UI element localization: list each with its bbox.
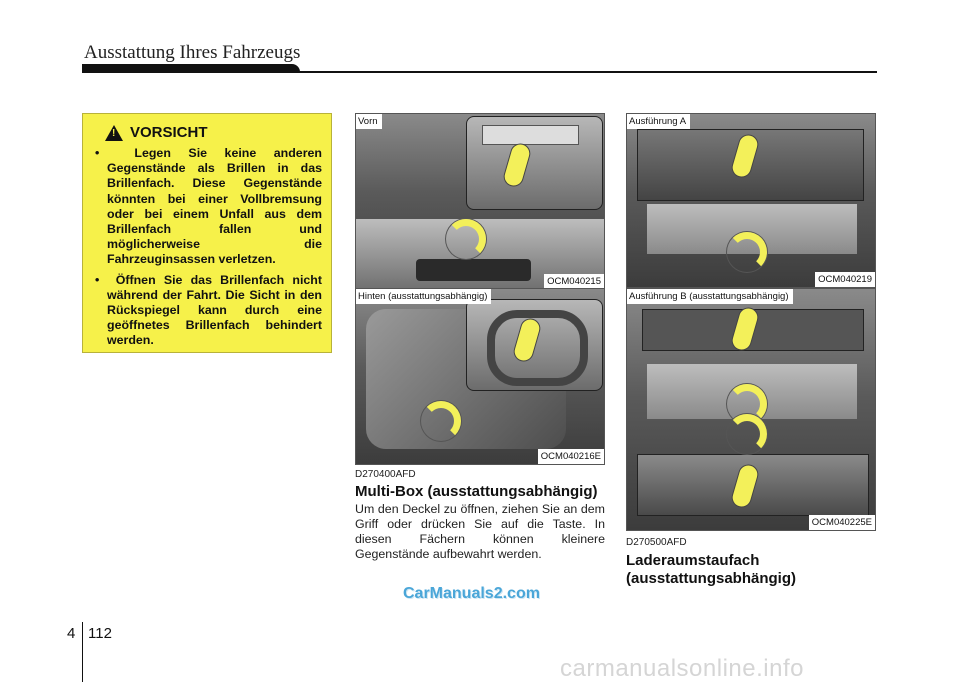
section-code: D270400AFD [355,469,416,480]
section-title: Ausstattung Ihres Fahrzeugs [84,42,301,63]
heading-line: (ausstattungsabhängig) [626,570,797,587]
pull-arrow-icon [727,232,767,272]
figure-rear-box [355,288,605,465]
pull-arrow-icon [421,401,461,441]
caution-list [95,146,322,349]
box-lid [482,125,579,145]
figure-label: Ausführung B (ausstattungsabhängig) [627,289,793,304]
footer-watermark: carmanualsonline.info [560,655,804,682]
figure-code: OCM040216E [538,449,604,464]
section-heading: Multi-Box (ausstattungsabhängig) [355,483,598,500]
figure-label: Hinten (ausstattungsabhängig) [356,289,491,304]
figure-label: Vorn [356,114,382,129]
heading-line: Laderaumstaufach [626,552,760,569]
push-arrow-icon [446,219,486,259]
figure-label: Ausführung A [627,114,690,129]
pull-arrow-icon [727,414,767,454]
page-rule [82,622,83,682]
figure-version-a [626,113,876,288]
inset-open-box [466,299,603,391]
figure-code: OCM040215 [544,274,604,289]
watermark-link[interactable]: CarManuals2.com [403,585,540,602]
header-rule [82,71,877,73]
figure-code: OCM040219 [815,272,875,287]
section-heading [626,552,876,588]
inset-open-box [466,116,603,210]
figure-front-console [355,113,605,290]
console-panel [416,259,531,281]
section-body: Um den Deckel zu öffnen, ziehen Sie an dem Griff oder drücken Sie auf die Taste. In diesen Fächern können kleinere Gegenstände aufbewahrt werden. [355,502,605,561]
section-code: D270500AFD [626,537,687,548]
open-arrow-icon [501,141,532,189]
caution-item: • Legen Sie keine anderen Gegenstände als Brillen in das Brillenfach. Diese Gegenstände könnten bei einer Vollbremsung oder bei einem Unfall aus dem Brillenfach fallen und möglicherweise die Fahrzeuginsassen verletzen. [95,146,322,268]
caution-box [82,113,332,353]
page-number: 112 [88,625,112,642]
caution-header [105,124,322,141]
caution-title: VORSICHT [130,124,208,141]
figure-code: OCM040225E [809,515,875,530]
caution-item: • Öffnen Sie das Brillenfach nicht während der Fahrt. Die Sicht in den Rückspiegel kann durch eine geöffnetes Brillenfach behindert werden. [95,273,322,349]
warning-triangle-icon [105,125,123,141]
chapter-number: 4 [67,625,76,642]
figure-version-b [626,288,876,531]
